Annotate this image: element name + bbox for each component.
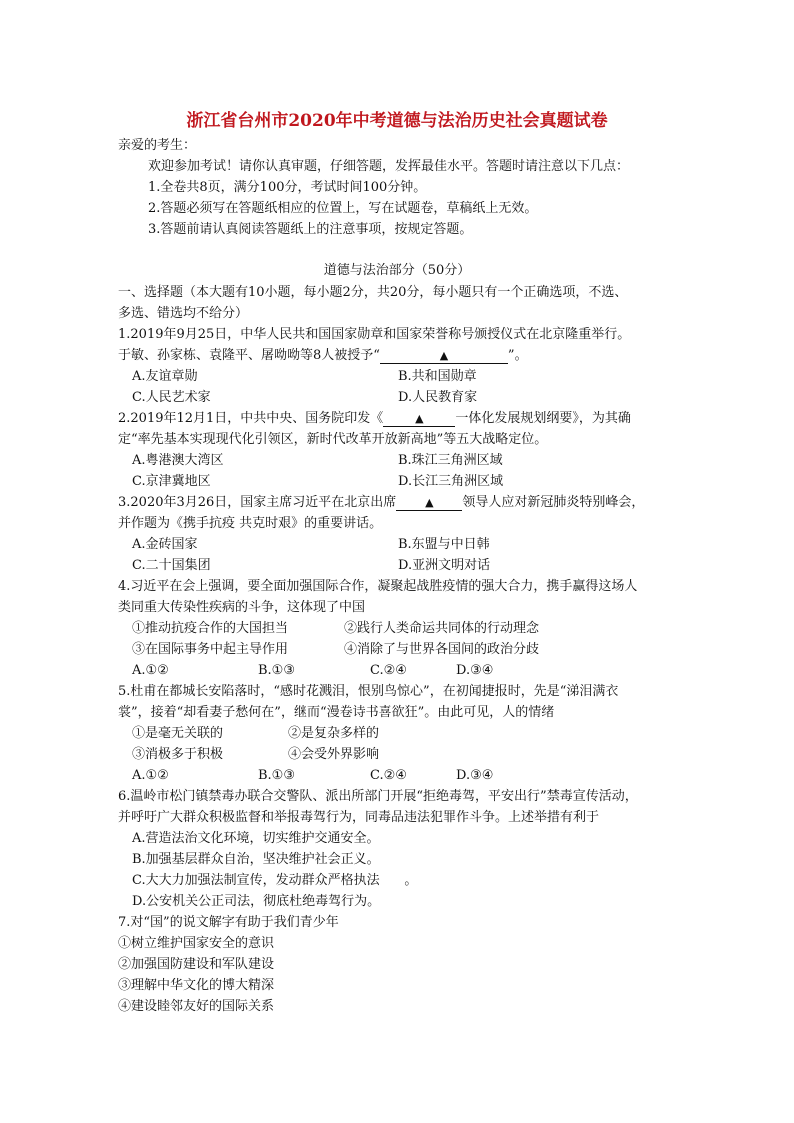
q7-item-4: ④建设睦邻友好的国际关系 bbox=[118, 999, 275, 1014]
note-2: 2.答题必须写在答题纸相应的位置上，写在试题卷，草稿纸上无效。 bbox=[148, 201, 538, 216]
q7-item-1: ①树立维护国家安全的意识 bbox=[118, 936, 275, 951]
q5-stem-line2: 裳”，接着“却看妻子愁何在”，继而“漫卷诗书喜欲狂”。由此可见，人的情绪 bbox=[118, 705, 555, 720]
q6-option-d: D.公安机关公正司法，彻底杜绝毒驾行为。 bbox=[132, 894, 381, 909]
q4-option-a: A.①② bbox=[132, 663, 169, 678]
q1-option-d: D.人民教育家 bbox=[398, 390, 478, 405]
triangle-marker-icon: ▲ bbox=[425, 496, 434, 509]
q3-option-d: D.亚洲文明对话 bbox=[398, 558, 491, 573]
q5-option-b: B.①③ bbox=[258, 768, 295, 783]
q2-blank bbox=[383, 412, 455, 427]
triangle-marker-icon: ▲ bbox=[439, 349, 449, 362]
q7-item-3: ③理解中华文化的博大精深 bbox=[118, 978, 275, 993]
q5-item-4: ④会受外界影响 bbox=[288, 747, 380, 762]
part1-instructions-line1: 一、选择题（本大题有10小题，每小题2分，共20分，每小题只有一个正确选项，不选、 bbox=[118, 285, 628, 300]
q2-stem-rest: 一体化发展规划纲要》，为其确 bbox=[455, 411, 631, 426]
q5-item-1: ①是毫无关联的 bbox=[132, 726, 224, 741]
q1-blank bbox=[380, 349, 508, 364]
q3-blank bbox=[396, 496, 462, 511]
q1-option-b: B.共和国勋章 bbox=[398, 369, 477, 384]
q5-option-d: D.③④ bbox=[456, 768, 494, 783]
q4-item-1: ①推动抗疫合作的大国担当 bbox=[132, 621, 289, 636]
q5-option-a: A.①② bbox=[132, 768, 169, 783]
q6-option-c: C.大大力加强法制宣传，发动群众严格执法 。 bbox=[132, 873, 418, 888]
welcome-text: 欢迎参加考试！请你认真审题，仔细答题，发挥最佳水平。答题时请注意以下几点： bbox=[148, 159, 630, 174]
q1-option-c: C.人民艺术家 bbox=[132, 390, 211, 405]
q4-item-3: ③在国际事务中起主导作用 bbox=[132, 642, 289, 657]
q2-stem-line1 bbox=[118, 410, 631, 428]
q2-stem-text: 2.2019年12月1日，中共中央、国务院印发《 bbox=[118, 411, 384, 426]
q4-option-b: B.①③ bbox=[258, 663, 295, 678]
q6-option-b: B.加强基层群众自治，坚决维护社会正义。 bbox=[132, 852, 380, 867]
q4-option-c: C.②④ bbox=[370, 663, 407, 678]
q7-item-2: ②加强国防建设和军队建设 bbox=[118, 957, 275, 972]
note-3: 3.答题前请认真阅读答题纸上的注意事项，按规定答题。 bbox=[148, 222, 473, 237]
q7-stem: 7.对“国”的说文解字有助于我们青少年 bbox=[118, 915, 339, 930]
q1-stem-line2 bbox=[118, 347, 528, 365]
section-title: 道德与法治部分（50分） bbox=[323, 263, 471, 278]
q2-option-b: B.珠江三角洲区域 bbox=[398, 453, 503, 468]
q3-stem-rest: 领导人应对新冠肺炎特别峰会， bbox=[462, 495, 645, 510]
q5-item-2: ②是复杂多样的 bbox=[288, 726, 380, 741]
q6-stem-line1: 6.温岭市松门镇禁毒办联合交警队、派出所部门开展“拒绝毒驾，平安出行”禁毒宣传活动， bbox=[118, 789, 638, 804]
greeting: 亲爱的考生： bbox=[118, 138, 197, 153]
q6-stem-line2: 并呼吁广大群众积极监督和举报毒驾行为，同毒品违法犯罪作斗争。上述举措有利于 bbox=[118, 810, 600, 825]
q1-stem-text: 于敏、孙家栋、袁隆平、屠呦呦等8人被授予“ bbox=[118, 348, 380, 363]
exam-title: 浙江省台州市2020年中考道德与法治历史社会真题试卷 bbox=[186, 111, 608, 131]
triangle-marker-icon: ▲ bbox=[415, 412, 424, 425]
q3-option-a: A.金砖国家 bbox=[132, 537, 198, 552]
q2-option-a: A.粤港澳大湾区 bbox=[132, 453, 224, 468]
q4-stem-line1: 4.习近平在会上强调，要全面加强国际合作，凝聚起战胜疫情的强大合力，携手赢得这场人 bbox=[118, 579, 638, 594]
q2-option-d: D.长江三角洲区域 bbox=[398, 474, 504, 489]
note-1: 1.全卷共8页，满分100分，考试时间100分钟。 bbox=[148, 180, 427, 195]
q1-stem-end: ”。 bbox=[507, 348, 528, 363]
q5-item-3: ③消极多于积极 bbox=[132, 747, 224, 762]
q4-option-d: D.③④ bbox=[456, 663, 494, 678]
q1-option-a: A.友谊章勋 bbox=[132, 369, 198, 384]
q3-stem-line1 bbox=[118, 494, 644, 512]
q5-stem-line1: 5.杜甫在都城长安陷落时，“感时花溅泪，恨别鸟惊心”，在初闻捷报时，先是“涕泪满衣 bbox=[118, 684, 619, 699]
q3-stem-line2: 并作题为《携手抗疫 共克时艰》的重要讲话。 bbox=[118, 516, 383, 531]
q1-stem-line1: 1.2019年9月25日，中华人民共和国国家勋章和国家荣誉称号颁授仪式在北京隆重举行。 bbox=[118, 327, 631, 342]
q3-option-b: B.东盟与中日韩 bbox=[398, 537, 490, 552]
part1-instructions-line2: 多选、错选均不给分） bbox=[118, 306, 249, 321]
q4-item-2: ②践行人类命运共同体的行动理念 bbox=[344, 621, 540, 636]
q3-stem-text: 3.2020年3月26日，国家主席习近平在北京出席 bbox=[118, 495, 397, 510]
q4-stem-line2: 类同重大传染性疾病的斗争，这体现了中国 bbox=[118, 600, 366, 615]
q5-option-c: C.②④ bbox=[370, 768, 407, 783]
q3-option-c: C.二十国集团 bbox=[132, 558, 211, 573]
q4-item-4: ④消除了与世界各国间的政治分歧 bbox=[344, 642, 540, 657]
q2-option-c: C.京津冀地区 bbox=[132, 474, 211, 489]
q2-stem-line2: 定“率先基本实现现代化引领区，新时代改革开放新高地”等五大战略定位。 bbox=[118, 432, 548, 447]
q6-option-a: A.营造法治文化环境，切实维护交通安全。 bbox=[132, 831, 380, 846]
